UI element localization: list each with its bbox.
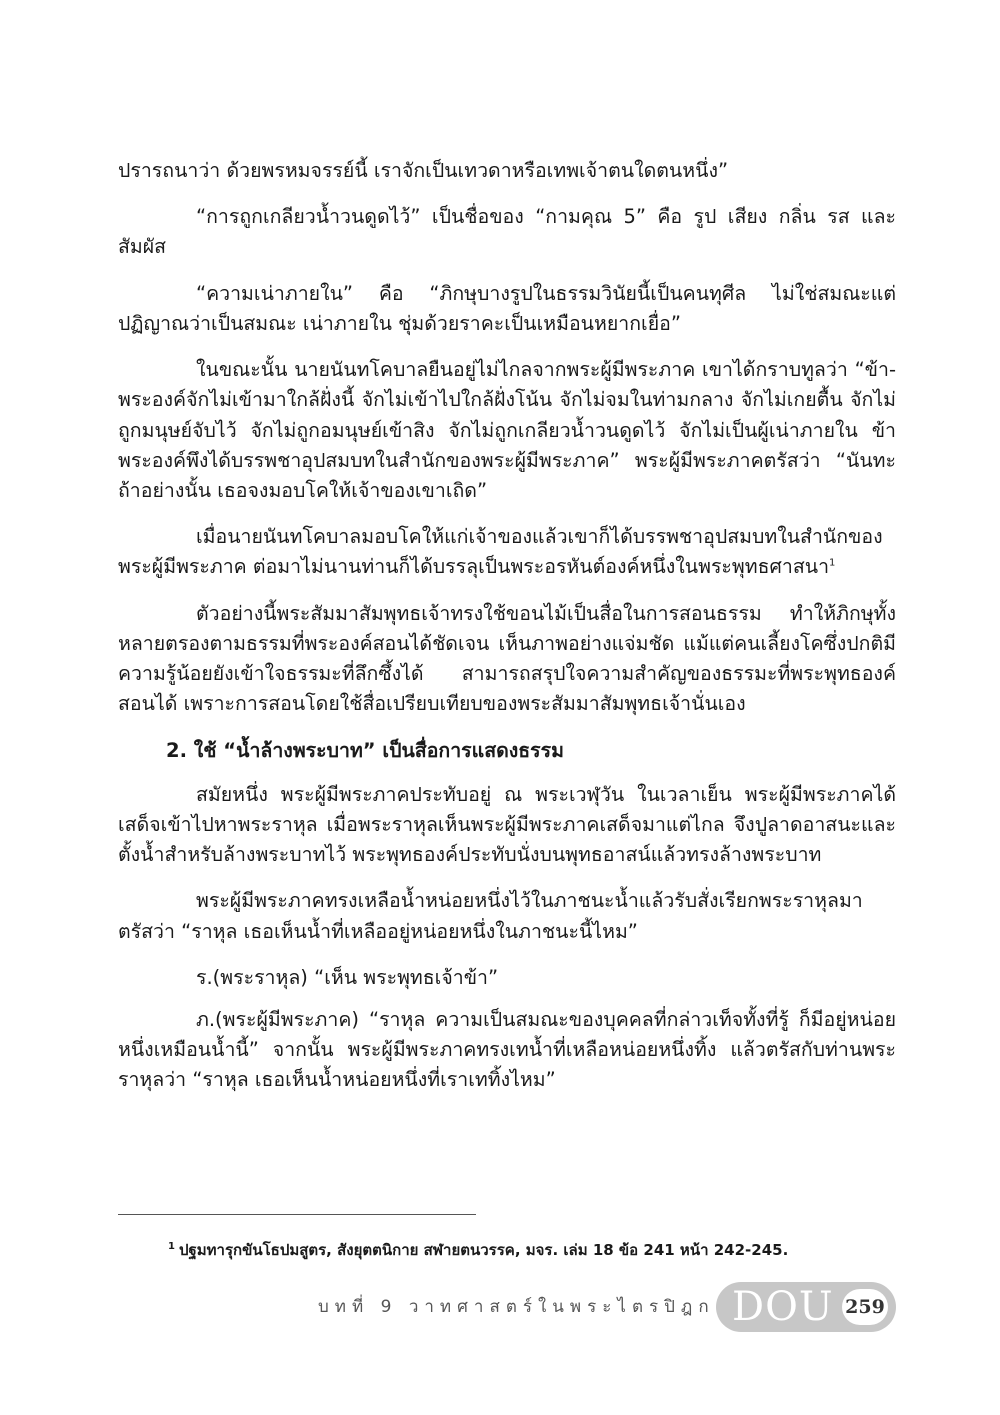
dou-logo-text: DOU: [732, 1284, 834, 1330]
page-number: 259: [842, 1289, 888, 1325]
paragraph: “ความเน่าภายใน” คือ “ภิกษุบางรูปในธรรมวินัยนี้เป็นคนทุศีล ไม่ใช่สมณะแต่ปฏิญาณว่าเป็นสมณะ เน่าภายใน ชุ่มด้วยราคะเป็นเหมือนหยากเยื่อ”: [118, 281, 896, 335]
dou-logo-badge: [716, 1282, 896, 1332]
footnote-number: 1: [168, 1241, 175, 1252]
paragraph: ตัวอย่างนี้พระสัมมาสัมพุทธเจ้าทรงใช้ขอนไม้เป็นสื่อในการสอนธรรม ทำให้ภิกษุทั้งหลายตรองตามธรรมที่พระองค์สอนได้ชัดเจน เห็นภาพอย่างแจ่มชัด แม้แต่คนเลี้ยงโคซึ่งปกติมีความรู้น้อยยังเข้าใจธรรมะที่ลึกซึ้งได้ สามารถสรุปใจความสำคัญของธรรมะที่พระพุทธองค์สอนได้ เพราะการสอนโดยใช้สื่อเปรียบเทียบของพระสัมมาสัมพุทธเจ้านั่นเอง: [118, 601, 896, 716]
paragraph: พระผู้มีพระภาคทรงเหลือน้ำหน่อยหนึ่งไว้ในภาชนะน้ำแล้วรับสั่งเรียกพระราหุลมาตรัสว่า “ราหุล เธอเห็นน้ำที่เหลืออยู่หน่อยหนึ่งในภาชนะนี้ไหม”: [118, 889, 863, 943]
paragraph: ในขณะนั้น นายนันทโคบาลยืนอยู่ไม่ไกลจากพระผู้มีพระภาค เขาได้กราบทูลว่า “ข้า-พระองค์จักไม่เข้ามาใกล้ฝั่งนี้ จักไม่เข้าไปใกล้ฝั่งโน้น จักไม่จมในท่ามกลาง จักไม่เกยตื้น จักไม่ถูกมนุษย์จับไว้ จักไม่ถูกอมนุษย์เข้าสิง จักไม่ถูกเกลียวน้ำวนดูดไว้ จักไม่เป็นผู้เน่าภายใน ข้าพระองค์พึงได้บรรพชาอุปสมบทในสำนักของพระผู้มีพระภาค” พระผู้มีพระภาคตรัสว่า “นันทะ ถ้าอย่างนั้น เธอจงมอบโคให้เจ้าของเขาเถิด”: [118, 358, 896, 502]
paragraph: ร.(พระราหุล) “เห็น พระพุทธเจ้าข้า”: [196, 965, 499, 989]
footnote-reference: 1: [829, 557, 836, 569]
paragraph: สมัยหนึ่ง พระผู้มีพระภาคประทับอยู่ ณ พระเวฬุวัน ในเวลาเย็น พระผู้มีพระภาคได้เสด็จเข้าไปหาพระราหุล เมื่อพระราหุลเห็นพระผู้มีพระภาคเสด็จมาแต่ไกล จึงปูลาดอาสนะและตั้งน้ำสำหรับล้างพระบาทไว้ พระพุทธองค์ประทับนั่งบนพุทธอาสน์แล้วทรงล้างพระบาท: [118, 782, 896, 867]
paragraph-with-footnote: [118, 522, 896, 582]
paragraph: ภ.(พระผู้มีพระภาค) “ราหุล ความเป็นสมณะของบุคคลที่กล่าวเท็จทั้งที่รู้ ก็มีอยู่หน่อยหนึ่งเหมือนน้ำนี้” จากนั้น พระผู้มีพระภาคทรงเทน้ำที่เหลือหน่อยหนึ่งทิ้ง แล้วตรัสกับท่านพระราหุลว่า “ราหุล เธอเห็นน้ำหน่อยหนึ่งที่เราเททิ้งไหม”: [118, 1008, 896, 1092]
footnote-divider: [118, 1214, 476, 1215]
chapter-title-footer: บทที่ 9 วาทศาสตร์ในพระไตรปิฎก: [318, 1297, 715, 1317]
paragraph-text: เมื่อนายนันทโคบาลมอบโคให้แก่เจ้าของแล้วเขาก็ได้บรรพชาอุปสมบทในสำนักของพระผู้มีพระภาค ต่อมาไม่นานท่านก็ได้บรรลุเป็นพระอรหันต์องค์หนึ่งในพระพุทธศาสนา: [118, 525, 883, 579]
section-heading: 2. ใช้ “น้ำล้างพระบาท” เป็นสื่อการแสดงธรรม: [166, 738, 564, 762]
page-body: [118, 156, 896, 1112]
paragraph: “การถูกเกลียวน้ำวนดูดไว้” เป็นชื่อของ “กามคุณ 5” คือ รูป เสียง กลิ่น รส และสัมผัส: [118, 205, 896, 259]
footnote-text: ปฐมทารุกขันโธปมสูตร, สังยุตตนิกาย สฬายตนวรรค, มจร. เล่ม 18 ข้อ 241 หน้า 242-245.: [178, 1241, 789, 1259]
paragraph: ปรารถนาว่า ด้วยพรหมจรรย์นี้ เราจักเป็นเทวดาหรือเทพเจ้าตนใดตนหนึ่ง”: [118, 159, 729, 182]
footnote: [168, 1238, 888, 1262]
